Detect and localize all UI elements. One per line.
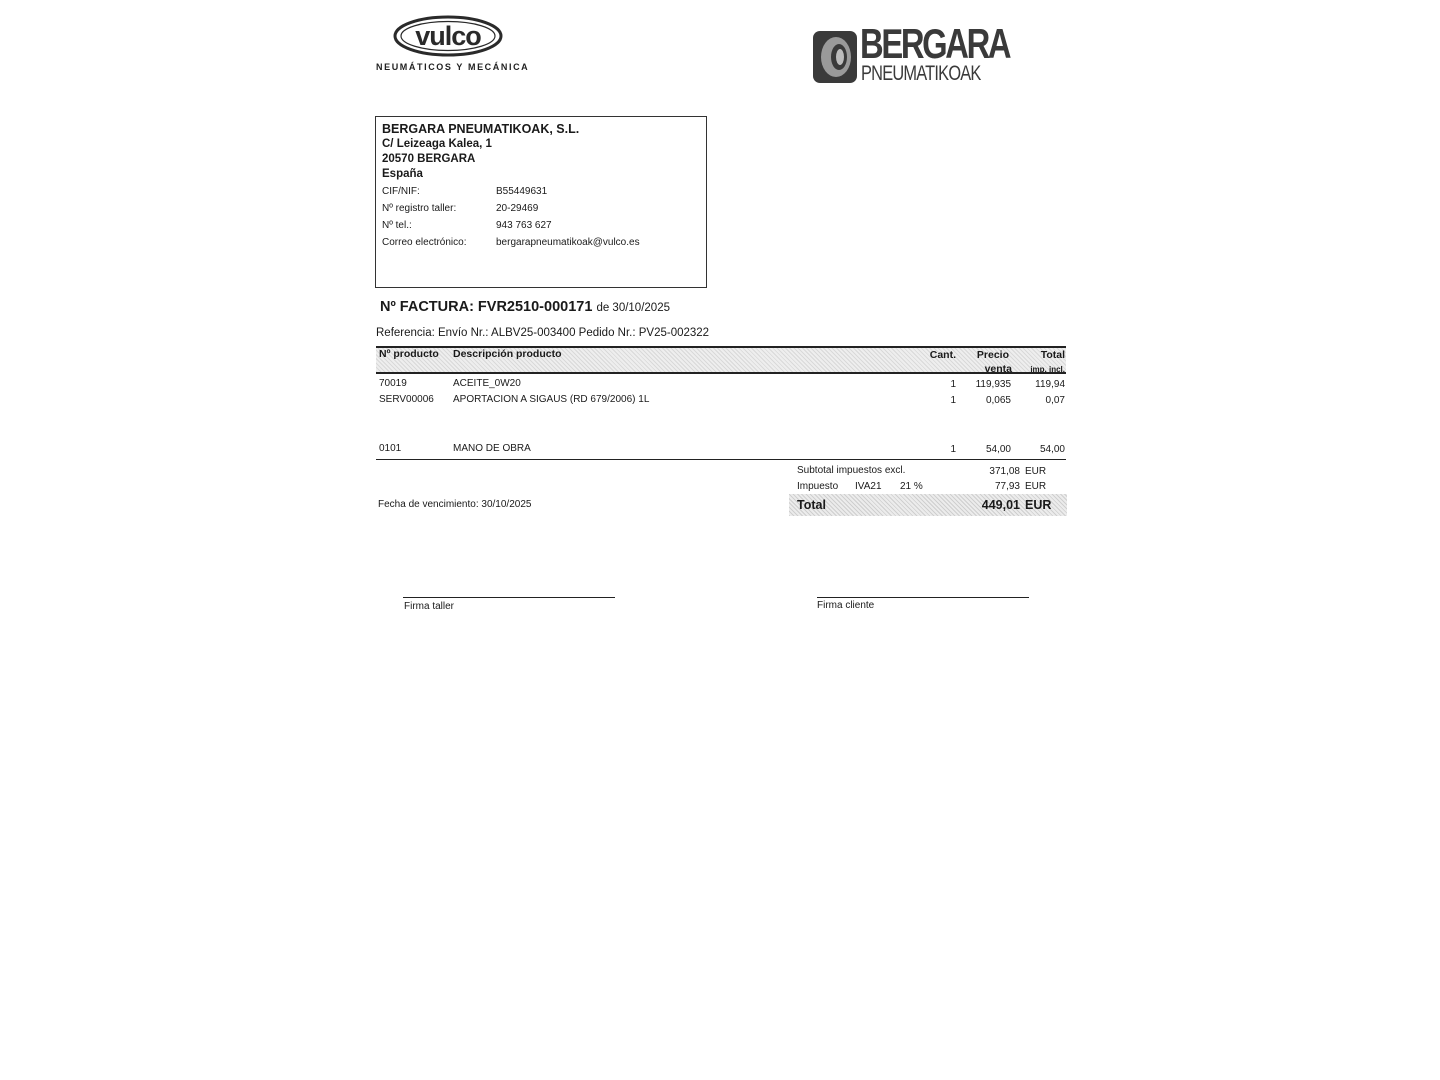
header-description: Descripción producto [453, 348, 562, 360]
table-bottom-rule [376, 459, 1066, 460]
company-field-value: B55449631 [496, 186, 548, 197]
invoice-number: Nº FACTURA: FVR2510-000171 [380, 299, 593, 315]
due-date: Fecha de vencimiento: 30/10/2025 [378, 499, 532, 510]
tax-value: 77,93 [994, 481, 1020, 492]
vulco-tagline: NEUMÁTICOS Y MECÁNICA [376, 62, 530, 72]
vulco-logo-text: vulco [415, 21, 481, 51]
row-total: 119,94 [1035, 379, 1065, 390]
row-product-no: 0101 [379, 443, 402, 454]
row-price: 0,065 [985, 395, 1011, 406]
grand-total-label: Total [797, 498, 826, 512]
grand-total-currency: EUR [1025, 498, 1052, 512]
subtotal-value: 371,08 [989, 466, 1020, 477]
workshop-signature-label: Firma taller [404, 601, 455, 612]
row-qty: 1 [950, 379, 956, 390]
row-description: APORTACION A SIGAUS (RD 679/2006) 1L [453, 394, 650, 405]
row-product-no: SERV00006 [379, 394, 434, 405]
workshop-signature-line [403, 597, 615, 598]
tax-currency: EUR [1025, 481, 1047, 492]
row-qty: 1 [950, 395, 956, 406]
company-field-label: Correo electrónico: [382, 237, 467, 248]
vulco-logo [392, 14, 504, 58]
company-country: España [382, 168, 423, 180]
row-qty: 1 [950, 444, 956, 455]
company-field-value: 943 763 627 [496, 220, 552, 231]
tax-code: IVA21 [855, 481, 882, 492]
row-total: 0,07 [1045, 395, 1065, 406]
invoice-title [380, 299, 670, 315]
row-product-no: 70019 [379, 378, 407, 389]
company-field-label: Nº tel.: [382, 220, 412, 231]
company-field-value: 20-29469 [496, 203, 539, 214]
subtotal-currency: EUR [1025, 466, 1047, 477]
company-field-label: CIF/NIF: [382, 186, 420, 197]
row-total: 54,00 [1039, 444, 1065, 455]
company-street: C/ Leizeaga Kalea, 1 [382, 138, 492, 150]
company-city: 20570 BERGARA [382, 153, 476, 165]
grand-total-value: 449,01 [981, 498, 1020, 512]
client-signature-line [817, 597, 1029, 598]
tax-label: Impuesto [797, 481, 839, 492]
tax-rate: 21 % [900, 481, 923, 492]
bergara-logo-name: BERGARA [860, 20, 1010, 67]
bergara-tire-logo-icon [812, 30, 858, 84]
invoice-reference: Referencia: Envío Nr.: ALBV25-003400 Pedido Nr.: PV25-002322 [376, 327, 710, 339]
client-signature-label: Firma cliente [817, 600, 875, 611]
row-price: 119,935 [975, 379, 1011, 390]
invoice-date: de 30/10/2025 [596, 302, 670, 314]
company-name: BERGARA PNEUMATIKOAK, S.L. [382, 122, 580, 136]
header-total-sub: imp. incl. [1030, 365, 1065, 374]
header-price-sub: venta [984, 363, 1012, 375]
header-product-no: Nº producto [379, 348, 439, 360]
company-field-label: Nº registro taller: [382, 203, 457, 214]
bergara-logo-subtitle: PNEUMATIKOAK [861, 62, 981, 85]
row-description: MANO DE OBRA [453, 443, 531, 454]
subtotal-label: Subtotal impuestos excl. [797, 465, 906, 476]
row-price: 54,00 [985, 444, 1011, 455]
header-qty: Cant. [929, 349, 956, 361]
header-price: Precio [976, 349, 1009, 361]
header-total: Total [1040, 349, 1065, 361]
company-email: bergarapneumatikoak@vulco.es [496, 237, 640, 248]
row-description: ACEITE_0W20 [453, 378, 521, 389]
